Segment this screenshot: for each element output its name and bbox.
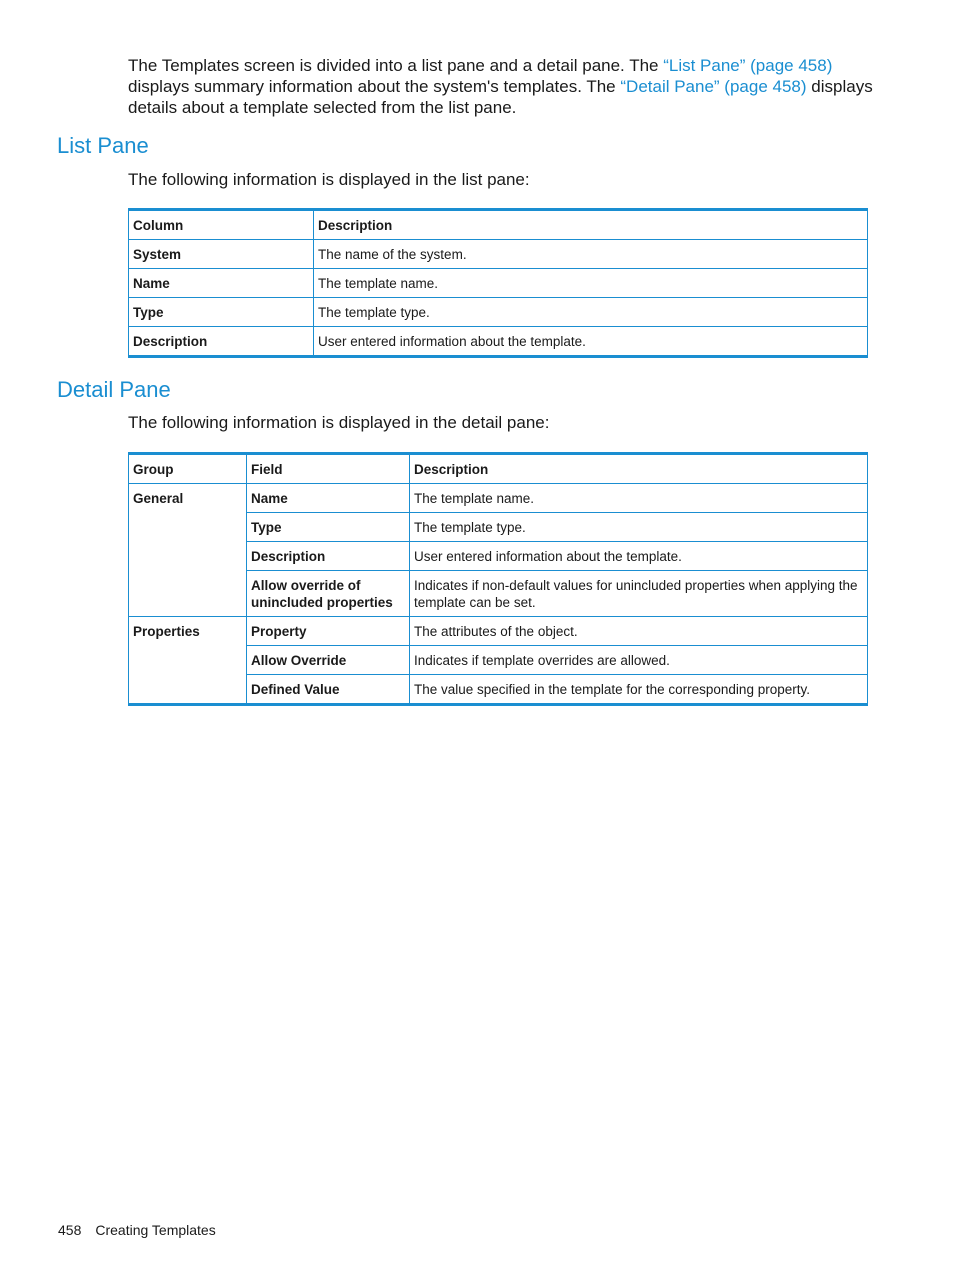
footer-section-title: Creating Templates xyxy=(95,1222,216,1238)
list-pane-link[interactable]: “List Pane” (page 458) xyxy=(663,56,833,75)
field-label: Property xyxy=(247,617,410,646)
detail-pane-link[interactable]: “Detail Pane” (page 458) xyxy=(620,77,807,96)
table-row xyxy=(129,298,868,327)
field-label: Description xyxy=(247,542,410,571)
detail-pane-table xyxy=(128,452,868,706)
field-description: User entered information about the template. xyxy=(410,542,868,571)
group-label: General xyxy=(129,484,247,617)
field-label: Defined Value xyxy=(247,675,410,705)
column-header: Description xyxy=(410,454,868,484)
column-header: Group xyxy=(129,454,247,484)
field-description: The value specified in the template for the corresponding property. xyxy=(410,675,868,705)
table-row xyxy=(129,240,868,269)
row-description: User entered information about the template. xyxy=(314,327,868,357)
table-header-row xyxy=(129,454,868,484)
column-header: Column xyxy=(129,210,314,240)
row-description: The template type. xyxy=(314,298,868,327)
list-pane-lead: The following information is displayed in the list pane: xyxy=(128,170,530,189)
field-description: The template name. xyxy=(410,484,868,513)
intro-paragraph xyxy=(128,55,873,118)
detail-pane-heading: Detail Pane xyxy=(57,377,171,402)
field-label: Type xyxy=(247,513,410,542)
table-header-row xyxy=(129,210,868,240)
field-label: Allow Override xyxy=(247,646,410,675)
row-label: Name xyxy=(129,269,314,298)
field-description: Indicates if non-default values for unincluded properties when applying the template can be set. xyxy=(410,571,868,617)
detail-pane-lead: The following information is displayed in the detail pane: xyxy=(128,413,550,432)
field-description: The attributes of the object. xyxy=(410,617,868,646)
field-label: Allow override of unincluded properties xyxy=(247,571,410,617)
page-footer xyxy=(58,1222,216,1238)
row-label: Description xyxy=(129,327,314,357)
field-description: Indicates if template overrides are allowed. xyxy=(410,646,868,675)
column-header: Description xyxy=(314,210,868,240)
row-description: The template name. xyxy=(314,269,868,298)
page-number: 458 xyxy=(58,1222,82,1238)
row-label: System xyxy=(129,240,314,269)
table-row xyxy=(129,327,868,357)
row-description: The name of the system. xyxy=(314,240,868,269)
row-label: Type xyxy=(129,298,314,327)
intro-text-3: displays details about a template selected from the list pane. xyxy=(128,77,873,117)
intro-text-1: The Templates screen is divided into a list pane and a detail pane. The xyxy=(128,56,664,75)
field-description: The template type. xyxy=(410,513,868,542)
list-pane-table xyxy=(128,208,868,358)
list-pane-heading: List Pane xyxy=(57,133,149,158)
table-row xyxy=(129,269,868,298)
field-label: Name xyxy=(247,484,410,513)
table-row xyxy=(129,484,868,513)
column-header: Field xyxy=(247,454,410,484)
group-label: Properties xyxy=(129,617,247,705)
intro-text-2: displays summary information about the system's templates. The xyxy=(128,77,621,96)
table-row xyxy=(129,617,868,646)
